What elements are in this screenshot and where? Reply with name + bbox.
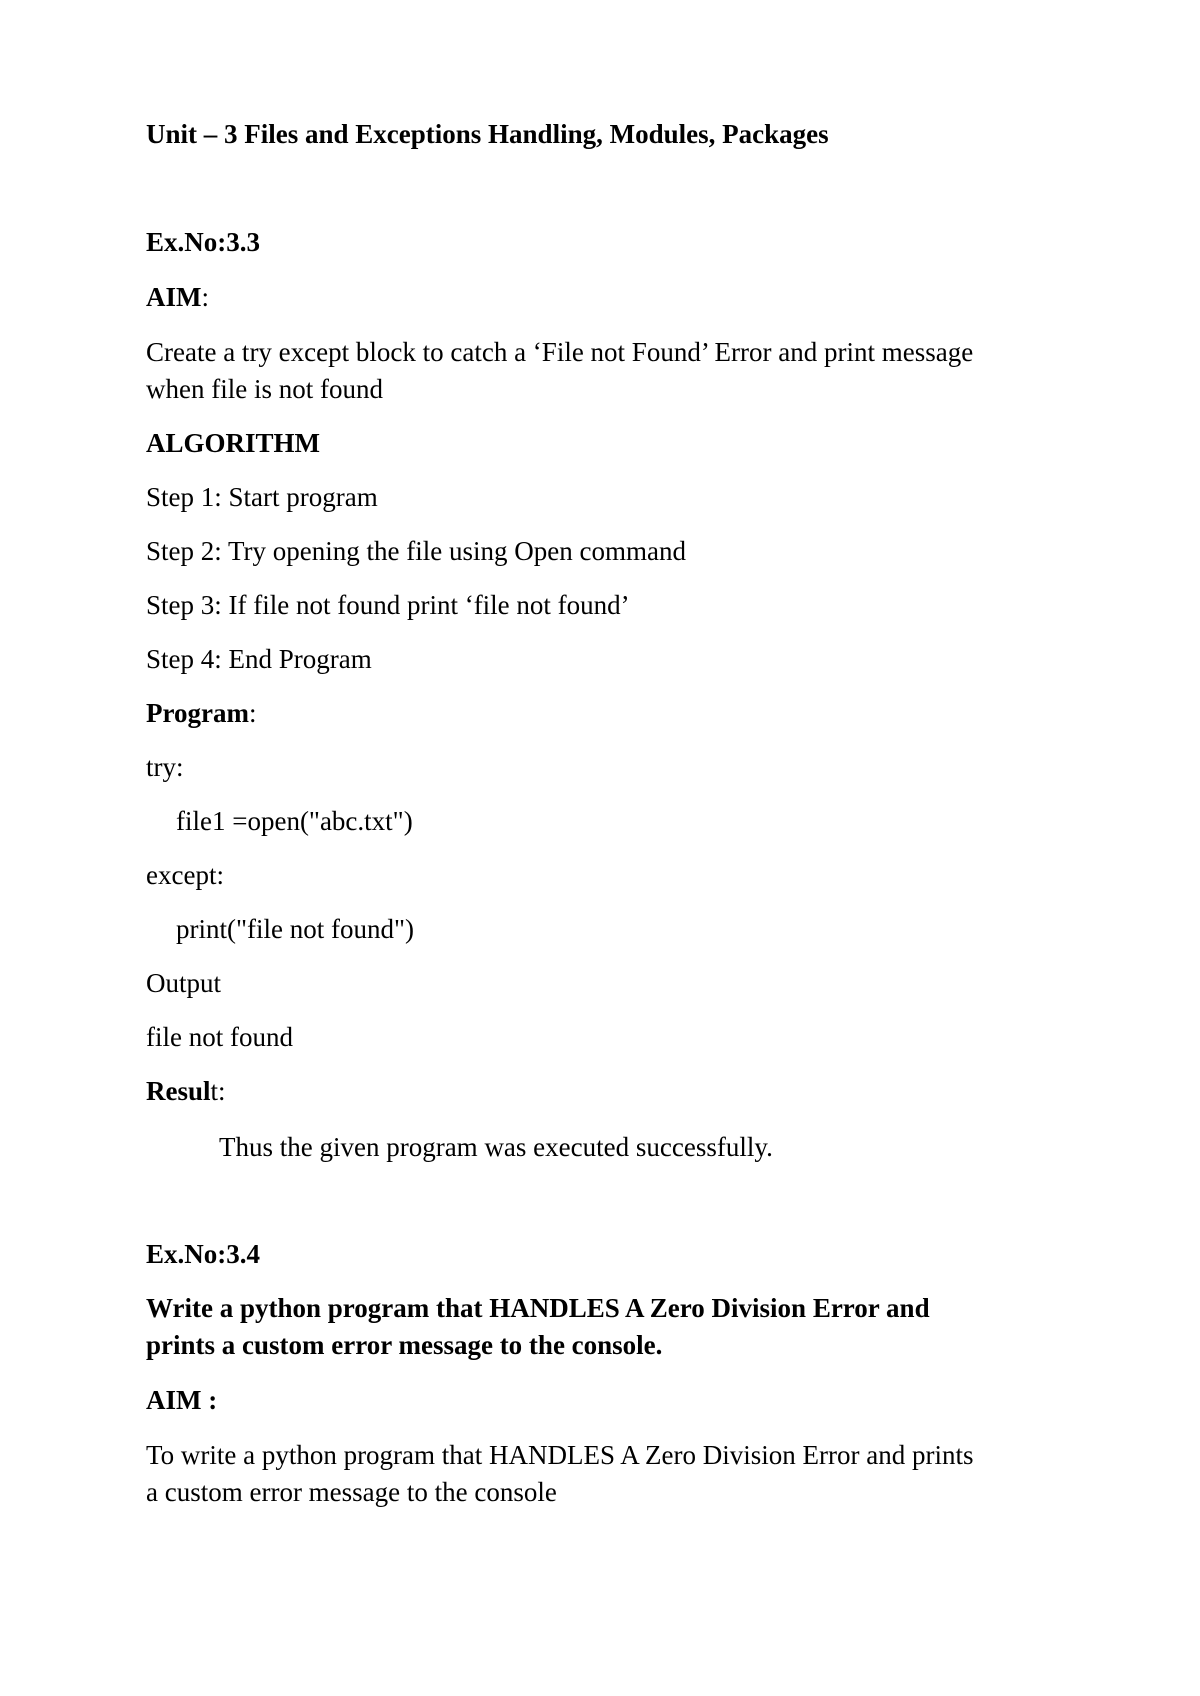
code-line-4: print("file not found") bbox=[176, 914, 414, 944]
algorithm-step-4: Step 4: End Program bbox=[146, 644, 372, 674]
result-heading bbox=[146, 1073, 1076, 1110]
aim-text-line-2: when file is not found bbox=[146, 374, 383, 404]
algorithm-step-3: Step 3: If file not found print ‘file not found’ bbox=[146, 590, 630, 620]
result-text: Thus the given program was executed successfully. bbox=[219, 1132, 773, 1162]
exercise-number-3-4: Ex.No:3.4 bbox=[146, 1239, 260, 1269]
aim-colon: : bbox=[201, 282, 210, 312]
aim-text-3-4-line-2: a custom error message to the console bbox=[146, 1477, 557, 1507]
algorithm-heading: ALGORITHM bbox=[146, 428, 321, 458]
unit-title: Unit – 3 Files and Exceptions Handling, Modules, Packages bbox=[146, 119, 829, 149]
output-value: file not found bbox=[146, 1022, 293, 1052]
program-label: Program bbox=[146, 698, 249, 728]
aim-label: AIM bbox=[146, 282, 202, 312]
exercise-title-line-2: prints a custom error message to the console. bbox=[146, 1330, 663, 1360]
exercise-number-3-3: Ex.No:3.3 bbox=[146, 227, 260, 257]
program-colon: : bbox=[248, 698, 257, 728]
code-line-1: try: bbox=[146, 752, 184, 782]
exercise-title-line-1: Write a python program that HANDLES A Zero Division Error and bbox=[146, 1293, 930, 1323]
algorithm-step-2: Step 2: Try opening the file using Open command bbox=[146, 536, 686, 566]
result-suffix: t: bbox=[210, 1076, 226, 1106]
code-line-3: except: bbox=[146, 860, 224, 890]
aim-text-line-1: Create a try except block to catch a ‘File not Found’ Error and print message bbox=[146, 337, 974, 367]
output-label: Output bbox=[146, 968, 222, 998]
aim-heading-3-3 bbox=[146, 279, 1076, 316]
aim-heading-3-4: AIM : bbox=[146, 1385, 218, 1415]
program-heading bbox=[146, 695, 1076, 732]
algorithm-step-1: Step 1: Start program bbox=[146, 482, 378, 512]
aim-text-3-4-line-1: To write a python program that HANDLES A Zero Division Error and prints bbox=[146, 1440, 974, 1470]
result-label: Resul bbox=[146, 1076, 211, 1106]
code-line-2: file1 =open("abc.txt") bbox=[176, 806, 413, 836]
